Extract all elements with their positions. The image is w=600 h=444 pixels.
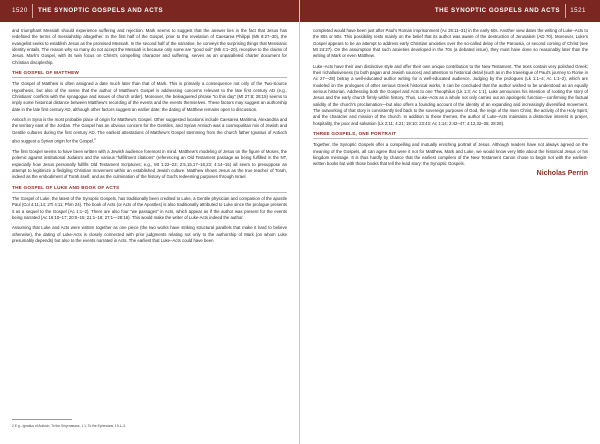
luke-paragraph-1: The Gospel of Luke, the latest of the Synoptic Gospels, has traditionally been credited to Luke, a Gentile physician and companion of the apostle Paul (Col 4:11,14; 2Ti 4:11; Phm 24). The book of Acts (or Acts of the Apostles) is also traditionally attributed to Luke since the prologue presents it as a sequel to the Gospel (Ac 1:1–2). There are also four “we passages” in Acts, which appear as if the author was present for the events being narrated (Ac 16:10–17; 20:5–15; 21:1–18; 27:1—28:16). This would make the writer of Luke-Acts indeed the author. — [12, 196, 287, 220]
right-running-title: THE SYNOPTIC GOSPELS AND ACTS — [434, 7, 560, 14]
footnote: 2 E.g., Ignatius of Antioch, To the Smyrnaeans, 1.1; To the Ephesians, 19.1–3. — [12, 424, 126, 428]
matthew-paragraph-3: The first Gospel seems to have been written with a Jewish audience foremost in mind. Matthew’s modeling of Jesus on the figure of Moses, the polemic against institutional Judaism and the various “fulfillment citations” (referencing an Old Testament passage as being fulfilled in the NT, especially how Jesus personally fulfills Old Testament Scriptures; e.g., Mt 1:22–23; 2:5,15,17–18,23; 4:14–16) all seem to presuppose an attempt to legitimize a fledgling Christian movement within an established Jewish culture. Matthew shows Jesus as the true teacher of Torah, indeed as the embodiment of Torah itself, and as the culmination of the history of God’s redeeming purposes through Israel. — [12, 148, 287, 180]
footnote-rule — [12, 419, 72, 420]
header-separator — [565, 4, 566, 18]
left-page-number: 1520 — [12, 7, 28, 14]
matthew-paragraph-1: The Gospel of Matthew is often assigned a date much later than that of Mark. This is primarily a consequence not only of the Two-Source Hypothesis, but also of the sense that the author of Matthew’s Gospel is addressing concerns relevant to the late first century AD (e.g., Christians’ conflicts with the synagogue and issues of church order). Moreover, the beleaguered phrase “to this day” (Mt 27:8; 28:15) seems to imply some historical distance between Matthew’s recording of the events and the events themselves. These factors may suggest an authorship date in the late first century AD, although other factors suggest an earlier date; the dating of Matthew remains open to discussion. — [12, 81, 287, 112]
section-heading-matthew: THE GOSPEL OF MATTHEW — [12, 70, 287, 78]
left-running-title: THE SYNOPTIC GOSPELS AND ACTS — [38, 7, 164, 14]
left-column — [12, 28, 287, 249]
matthew-paragraph-2 — [12, 117, 287, 145]
luke-acts-style-paragraph: Luke–Acts have their own distinctive style and offer their own unique contribution to the New Testament. The texts contain very polished Greek; their richallusiveness (to both pagan and Jewish sources) and attention to historical detail (such as in the travelogue of Paul’s journey to Rome in Ac 27—28) betray a well-educated author writing for a well-educated audience. Judging by the prologues (Lk 1:1–4; Ac 1:1–2), which are modeled on the prologues of other serious Greek historical works, it can be concluded that the author wished to be understood as an equally serious historian. Addressing both the Gospel and Acts to one Theophilus (Lk 1:3; Ac 1:1), Luke announces his intention of rooting the story of Jesus and the early church firmly within history. Thus, Luke–Acts as a whole not only carries out an apologetic function—confirming the factual validity of the church’s proclamation—but also offers a founding account of the identity of an expanding and increasingly diversified movement. The outworking of that story is consistently tied back to the sovereign purposes of God, the reign of the risen Christ, the activity of the Holy Spirit, and the character and mission of the church. In addition to these themes, the author of Luke–Acts maintains a distinctive interest in prayer, hospitality, the poor and salvation (Lk 2:11; 4:21; 19:10; 23:43; Ac 1:14; 2:42–47; 4:12,32–35; 28:28). — [313, 63, 588, 126]
matthew-paragraph-2-text: Antioch in Syria is the most probable place of origin for Matthew’s Gospel. Other suggested locations include Caesarea Maritima, Alexandria and the territory east of the Jordan. The Gospel has an obvious concern for the Gentiles, and Syrian Antioch was a cosmopolitan mix of Jewish and Gentile cultures during the first century AD. The earliest attestations of Matthew’s Gospel stemming from the church father Ignatius of Antioch also suggest a Syrian origin for the Gospel. — [12, 117, 287, 144]
luke-acts-dating-paragraph: completed would have been just after Paul’s Roman imprisonment (Ac 28:11–31) in the early 60s. Another view dates the writing of Luke–Acts to the 80s or 90s. This possibility rests mainly on the belief that its author was aware of the destruction of Jerusalem (AD 70). Moreover, Luke’s Gospel appears to be an attempt to address early Christian anxieties over the so-called delay of the Parousia, or second coming of Christ (see Mt 24:27). On the assumption that such anxieties developed in the 70s (a debated issue), they must have done so reasonably later than the writing of Mark or even Matthew. — [313, 28, 588, 59]
section-heading-luke-acts: THE GOSPEL OF LUKE AND BOOK OF ACTS — [12, 185, 287, 193]
header-separator — [32, 4, 33, 18]
left-page-header — [0, 0, 299, 22]
intro-paragraph: and triumphant Messiah should experience suffering and rejection. Mark seems to suggest that the answer lies in the fact that Jesus has redefined the terms of messiahship altogether. In the first half of the Gospel, prior to the revelation of Caesarea Philippi (Mk 8:27–30), the evangelist seeks to establish Jesus as the promised Messiah. In the second half of the narrative, he conveys the surprising things that Messianic identity entails. The reason why so many do not accept the Messiah is because only some are “good soil” (Mk 4:1–20), receptive to the claims of Jesus. Mark’s Gospel, with its twin focus on Christ’s compelling character and suffering, serves as an unparalleled charter document for Christian discipleship. — [12, 28, 287, 65]
luke-paragraph-2: Assuming that Luke and Acts were written together as one piece (the two works have striking structural parallels that make it hard to believe otherwise), the dating of Luke-Acts is closely connected with prior judgments relating not only to the authorship of Mark (on whom Luke presumably depends) but also to the events narrated in Acts. The earliest that Luke–Acts could have been — [12, 225, 287, 244]
three-gospels-paragraph: Together, the Synoptic Gospels offer a compelling and mutually enriching portrait of Jesus. Although readers have not always agreed on the meaning of the Gospels, all can agree that were it not for Matthew, Mark and Luke, we would know very little about the historical Jesus or his kingdom message. It is thus hardly by chance that the earliest compilers of the New Testament Canon chose to begin not with the earliest-written books but with those books that tell the lead story: the Synoptic Gospels. — [313, 142, 588, 167]
footnote-marker[interactable]: 2 — [94, 137, 96, 142]
page-gutter — [299, 0, 300, 444]
right-column — [313, 28, 588, 177]
right-page-header — [300, 0, 600, 22]
author-signature: Nicholas Perrin — [536, 169, 588, 177]
right-page-number: 1521 — [570, 7, 586, 14]
section-heading-three-gospels: THREE GOSPELS, ONE PORTRAIT — [313, 131, 588, 139]
